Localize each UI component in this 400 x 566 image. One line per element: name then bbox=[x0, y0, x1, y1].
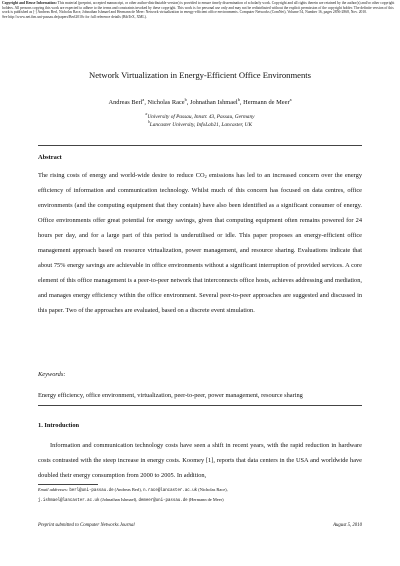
affiliation-mark: b bbox=[147, 120, 150, 124]
email-address[interactable]: demeer@uni-passau.de bbox=[138, 498, 188, 503]
email-address[interactable]: berl@uni-passau.de bbox=[69, 489, 114, 493]
affiliation-text: Lancaster University, InfoLab21, Lancaster, UK bbox=[149, 121, 253, 128]
abstract-text-part: emissions has led to an increased concern over the energy efficiency of information and communication technology. Whilst much of this concern has focused on data centres, office environments (and the computing equipment that they contain) have also been identified as a significant consumer of energy. Office environments offer great potential for energy savings, given that computing equipment often remains powered for 24 hours per day, and for a large part of this period is underutilised or idle. This paper proposes an energy-efficient office management approach based on resource virtualization, power management, and resource sharing. Evaluations indicate that about 75% energy savings are achievable in office environments without a significant interruption of provided services. A core element of this office management is a peer-to-peer network that interconnects office hosts, achieves addressing and mediation, and manages energy efficiency within the office environment. Several peer-to-peer approaches are suggested and discussed in this paper. Two of the approaches are evaluated, based on a discrete event simulation. bbox=[38, 172, 362, 315]
footnote-label: Email addresses: bbox=[38, 487, 69, 492]
copyright-notice-text: This material (preprint, accepted manuscript, or other author-distributable version) is provided to ensure timely dissemination of scholarly work. Copyright and all rights therein are retained by the author(s) and/or other copyright holders. All persons copying this work are expected to adhere to the terms and constraints invoked by these copyright. This work is for personal use only and may not be redistributed without the explicit permission of the copyright holder. The definite version of this work is published as [·] Andreas Berl, Nicholas Race, Johnathan Ishmael and Hermann de Meer: Network virtualization in energy-efficient office environments. Computer Networks (ComNet), Volume 54, Number 16, pages 2856-2868, Nov. 2010. bbox=[2, 1, 395, 15]
affiliation-mark: a bbox=[145, 112, 148, 116]
author-list: Andreas Berl$^a$, Nicholas Race$^b$, Johnathan Ishmael$^b$, Hermann de Meer$^a$ bbox=[108, 97, 292, 107]
abstract-text-part: The rising costs of energy and world-wide desire to reduce CO bbox=[38, 172, 205, 179]
footnote-rule bbox=[38, 484, 98, 485]
abstract-text bbox=[38, 168, 362, 318]
author-affiliation-mark: a bbox=[142, 97, 145, 102]
author-name: Nicholas Race bbox=[147, 99, 185, 107]
author-name: Johnathan Ishmael bbox=[189, 99, 238, 107]
introduction-text: Information and communication technology costs have seen a shift in recent years, with the rapid reduction in hardware costs contrasted with the steep increase in energy costs. Koomey [1], reports that data centers in the USA and worldwide have doubled their energy consumption from 2000 to 2005. In addition, bbox=[38, 442, 362, 480]
introduction-heading: 1. Introduction bbox=[38, 422, 80, 429]
author-name: Andreas Berl bbox=[108, 99, 143, 107]
email-footnote bbox=[38, 486, 362, 505]
author-affiliation-mark: b bbox=[237, 97, 240, 102]
paper-title: Network Virtualization in Energy-Efficient Office Environments bbox=[89, 70, 311, 80]
keywords-text: Energy efficiency, office environment, virtualization, peer-to-peer, power management, resource sharing bbox=[38, 392, 303, 399]
co2-subscript: 2 bbox=[204, 174, 207, 180]
email-owner: (Hermann de Meer) bbox=[188, 496, 224, 502]
email-owner: (Nicholas Race), bbox=[198, 487, 228, 492]
copyright-notice bbox=[2, 1, 398, 19]
author-affiliation-mark: a bbox=[289, 97, 292, 102]
affiliation bbox=[0, 120, 400, 128]
abstract-heading: Abstract bbox=[38, 154, 62, 161]
copyright-notice-heading: Copyright and Reuse Information: bbox=[2, 1, 57, 5]
date: August 5, 2010 bbox=[333, 523, 362, 528]
preprint-note: Preprint submitted to Computer Networks Journal bbox=[38, 523, 135, 528]
author-affiliation-mark: b bbox=[184, 97, 187, 102]
divider bbox=[38, 405, 362, 406]
email-owner: (Andreas Berl), bbox=[114, 487, 142, 492]
keywords-heading: Keywords: bbox=[38, 371, 66, 378]
author-name: Hermann de Meer bbox=[243, 99, 290, 107]
divider bbox=[38, 145, 362, 146]
affiliation-text: University of Passau, Innstr. 43, Passau, Germany bbox=[147, 113, 255, 120]
email-owner: (Johnathan Ishmael), bbox=[100, 496, 138, 502]
copyright-notice-link[interactable]: See http://www.net.fim.uni-passau.de/papers/Berl2010c for full reference details (BibTeX, XML). bbox=[2, 14, 147, 19]
affiliation bbox=[0, 112, 400, 120]
email-address[interactable]: n.race@lancaster.ac.uk bbox=[143, 489, 198, 493]
email-address[interactable]: j.ishmael@lancaster.ac.uk bbox=[38, 498, 100, 503]
